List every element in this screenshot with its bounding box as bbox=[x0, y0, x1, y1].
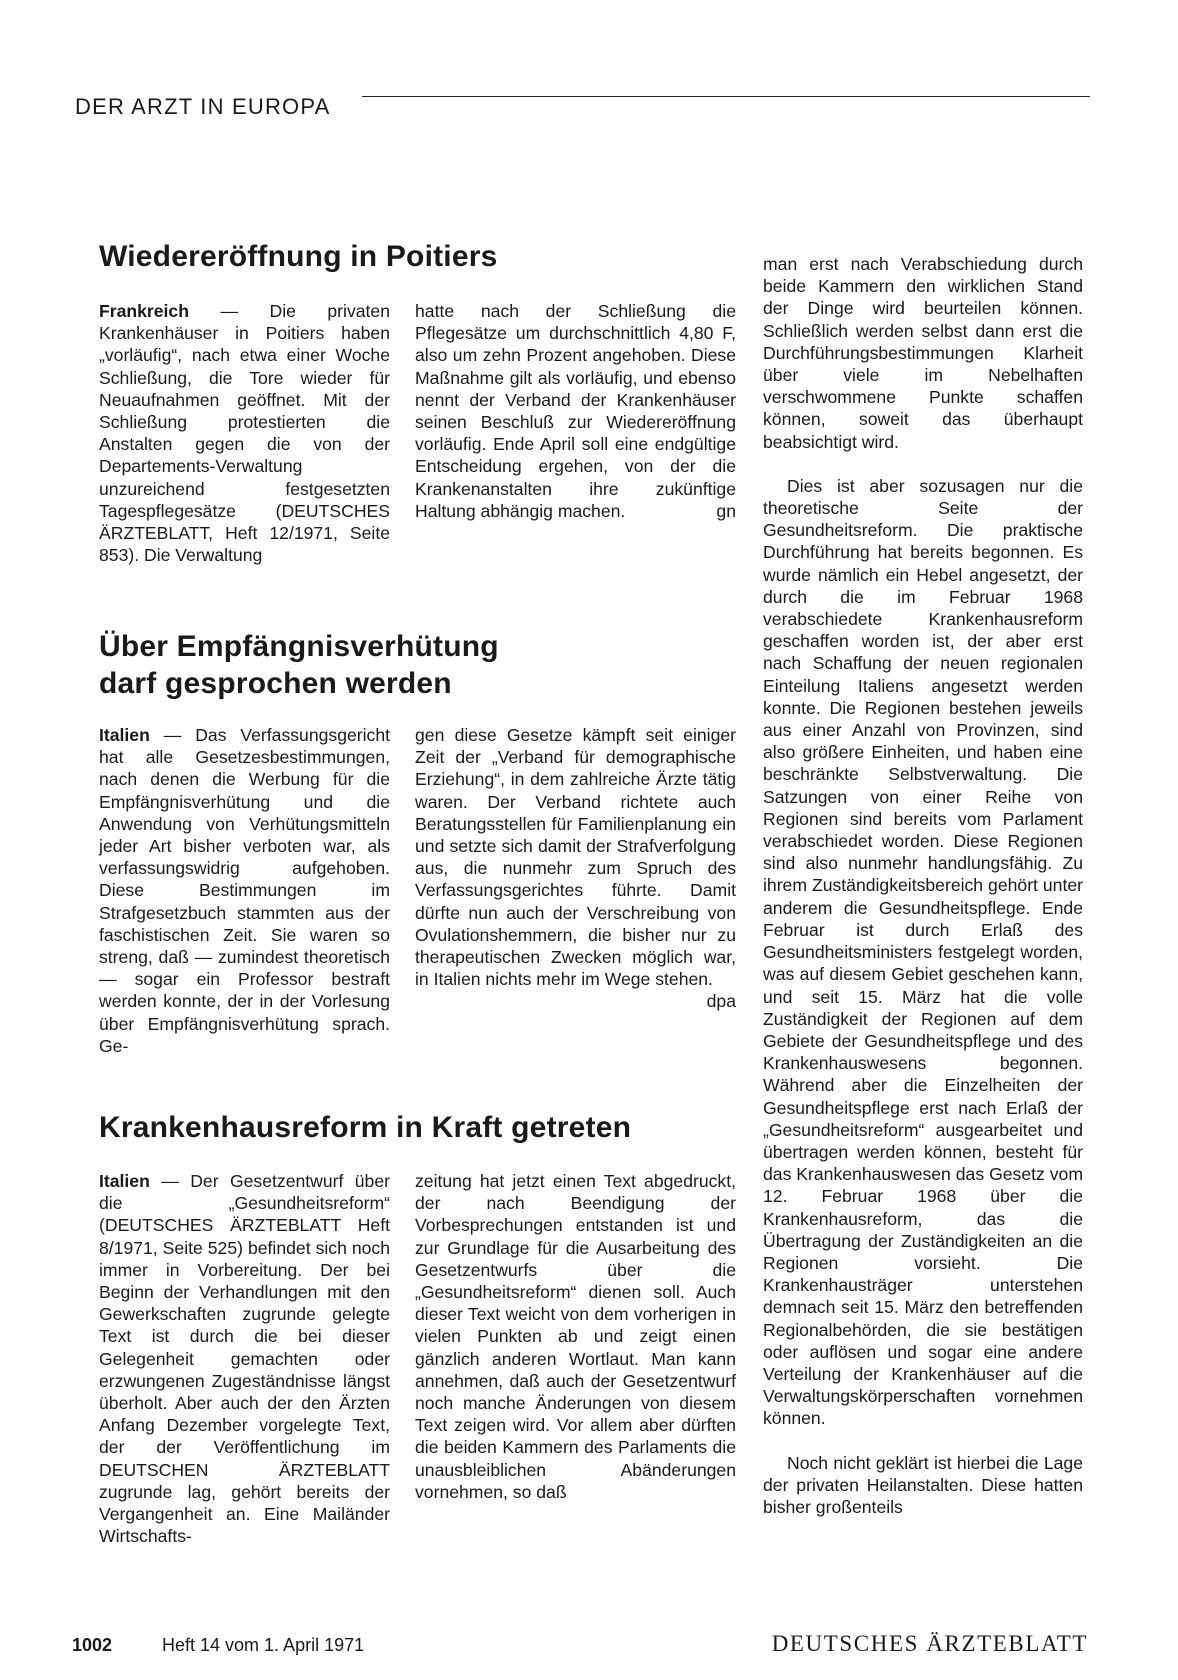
author-signature: dpa bbox=[706, 991, 736, 1012]
article-lead-country: Frankreich bbox=[99, 301, 189, 321]
issue-info: Heft 14 vom 1. April 1971 bbox=[162, 1635, 365, 1655]
article-column-3 bbox=[763, 253, 1083, 1518]
article-headline: Wiedereröffnung in Poitiers bbox=[99, 240, 498, 273]
article-text: zeitung hat jetzt einen Text abgedruckt, der nach Beendigung der Vorbesprechungen entstanden ist und zur Grundlage für die Ausarbeitung des Gesetzentwurfs über die „Gesundheitsreform“ dienen soll. Auch dieser Text weicht von dem vorherigen in vielen Punkten ab und zeigt einen gänzlich anderen Wortlaut. Man kann annehmen, daß auch der Gesetzentwurf noch manche Änderungen von diesem Text zeigen wird. Vor allem aber dürften die beiden Kammern des Parlaments die unausbleiblichen Abänderungen vornehmen, so daß bbox=[415, 1171, 736, 1502]
article-column-2 bbox=[415, 724, 736, 1013]
article-column-2 bbox=[415, 300, 736, 522]
publication-name: DEUTSCHES ÄRZTEBLATT bbox=[771, 1631, 1088, 1656]
article-text: hatte nach der Schließung die Pflegesätze um durchschnittlich 4,80 F, also um zehn Prozent angehoben. Diese Maßnahme gilt als vorläufig, und ebenso nennt der Verband der Krankenhäuser seinen Beschluß zur Wiedereröffnung vorläufig. Ende April soll eine endgültige Entscheidung ergehen, von der die Krankenanstalten ihre zukünftige Haltung abhängig machen. bbox=[415, 301, 736, 521]
article-column-1 bbox=[99, 1170, 390, 1547]
article-column-1 bbox=[99, 300, 390, 566]
article-text: gen diese Gesetze kämpft seit einiger Zeit der „Verband für demographische Erziehung“, in dem zahlreiche Ärzte tätig waren. Der Verband richtete auch Beratungsstellen für Familienplanung ein und setzte sich damit der Strafverfolgung aus, die nunmehr zum Spruch des Verfassungsgerichtes führte. Damit dürfte nun auch der Verschreibung von Ovulationshemmern, die bisher nur zu therapeutischen Zwecken möglich war, in Italien nichts mehr im Wege stehen. bbox=[415, 725, 736, 990]
header-rule bbox=[362, 96, 1090, 97]
article-paragraph: Noch nicht geklärt ist hierbei die Lage der privaten Heilanstalten. Diese hatten bisher großenteils bbox=[763, 1452, 1083, 1517]
author-signature: gn bbox=[716, 500, 736, 521]
article-lead-country: Italien bbox=[99, 725, 150, 745]
article-text: — Der Gesetzentwurf über die „Gesundheitsreform“ (DEUTSCHES ÄRZTEBLATT Heft 8/1971, Seite 525) befindet sich noch immer in Vorbereitung. Der bei Beginn der Verhandlungen mit den Gewerkschaften zugrunde gelegte Text ist durch die bei dieser Gelegenheit gemachten oder erzwungenen Zugeständnisse längst überholt. Aber auch der den Ärzten Anfang Dezember vorgelegte Text, der der Veröffentlichung im DEUTSCHEN ÄRZTEBLATT zugrunde lag, gehört bereits der Vergangenheit an. Eine Mailänder Wirtschafts- bbox=[99, 1171, 390, 1547]
article-paragraph: man erst nach Verabschiedung durch beide Kammern den wirklichen Stand der Dinge wird beurteilen können. Schließlich werden selbst dann erst die Durchführungsbestimmungen Klarheit über viele im Nebelhaften verschwommene Punkte schaffen können, soweit das überhaupt beabsichtigt wird. bbox=[763, 254, 1083, 452]
article-column-1 bbox=[99, 724, 390, 1057]
article-headline-line1: Über Empfängnisverhütung bbox=[99, 630, 499, 663]
article-paragraph: Dies ist aber sozusagen nur die theoretische Seite der Gesundheitsreform. Die praktische Durchführung hat bereits begonnen. Es wurde nämlich ein Hebel angesetzt, der durch die im Februar 1968 verabschiedete Krankenhausreform geschaffen worden ist, der aber erst nach Schaffung der neuen regionalen Einteilung Italiens angesetzt werden konnte. Die Regionen bestehen jeweils aus einer Anzahl von Provinzen, sind also größere Einheiten, und haben eine beschränkte Selbstverwaltung. Die Satzungen von einer Reihe von Regionen sind bereits vom Parlament verabschiedet worden. Diese Regionen sind also nunmehr handlungsfähig. Zu ihrem Zuständigkeitsbereich gehört unter anderem die Gesundheitspflege. Ende Februar ist durch Erlaß des Gesundheitsministers festgelegt worden, was auf diesem Gebiet geschehen kann, und seit 15. März hat die volle Zuständigkeit der Regionen auf dem Gebiete der Gesundheitspflege und des Krankenhauswesens begonnen. Während aber die Einzelheiten der Gesundheitspflege erst nach Erlaß der „Gesundheitsreform“ ausgearbeitet und übertragen werden können, besteht für das Krankenhauswesen das Gesetz vom 12. Februar 1968 über die Krankenhausreform, das die Übertragung der Zuständigkeiten an die Regionen vorsieht. Die Krankenhausträger unterstehen demnach seit 15. März den betreffenden Regionalbehörden, die sie bestätigen oder auflösen und sogar eine andere Verteilung der Krankenhäuser auf die Verwaltungskörperschaften vornehmen können. bbox=[763, 475, 1083, 1429]
article-column-2 bbox=[415, 1170, 736, 1503]
section-title: DER ARZT IN EUROPA bbox=[75, 94, 331, 119]
page-number: 1002 bbox=[72, 1635, 113, 1655]
article-text: — Das Verfassungsgericht hat alle Gesetzesbestimmungen, nach denen die Werbung für die Empfängnisverhütung und die Anwendung von Verhütungsmitteln jeder Art bisher verboten war, als verfassungswidrig aufgehoben. Diese Bestimmungen im Strafgesetzbuch stammten aus der faschistischen Zeit. Sie waren so streng, daß — zumindest theoretisch — sogar ein Professor bestraft werden konnte, der in der Vorlesung über Empfängnisverhütung sprach. Ge- bbox=[99, 725, 391, 1056]
article-headline-line2: darf gesprochen werden bbox=[99, 667, 452, 700]
article-headline: Krankenhausreform in Kraft getreten bbox=[99, 1111, 632, 1144]
article-lead-country: Italien bbox=[99, 1171, 150, 1191]
article-text: — Die privaten Krankenhäuser in Poitiers haben „vorläufig“, nach etwa einer Woche Schließung, die Tore wieder für Neuaufnahmen geöffnet. Mit der Schließung protestierten die Anstalten gegen die von der Departements-Verwaltung unzureichend festgesetzten Tagespflegesätze (DEUTSCHES ÄRZTEBLATT, Heft 12/1971, Seite 853). Die Verwaltung bbox=[99, 301, 390, 566]
